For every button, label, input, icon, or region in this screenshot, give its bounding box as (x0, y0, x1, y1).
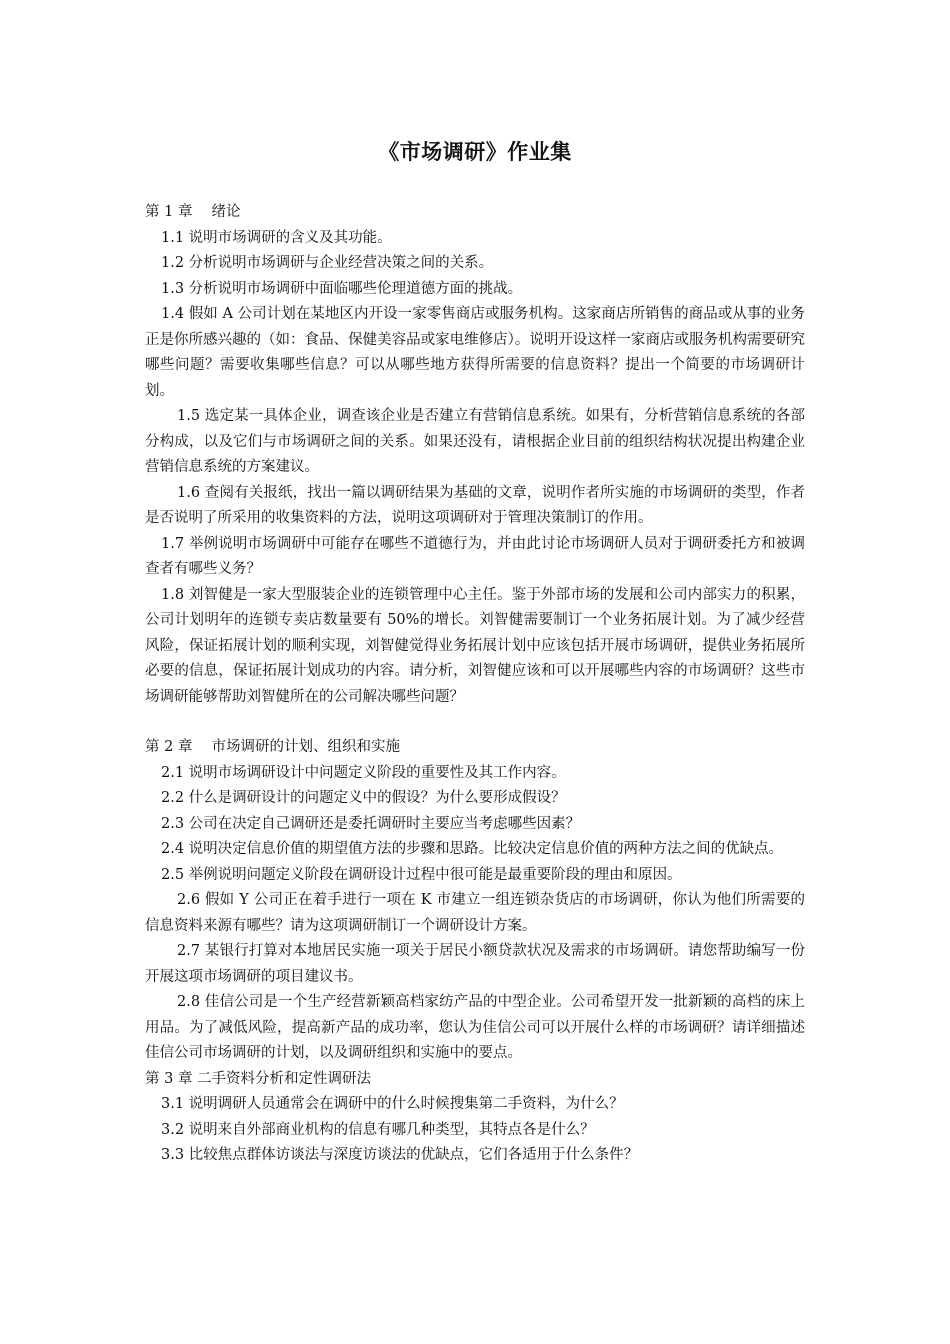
question-2-4: 2.4 说明决定信息价值的期望值方法的步骤和思路。比较决定信息价值的两种方法之间的优缺点。 (161, 841, 784, 857)
document-body (145, 200, 805, 1169)
question-2-2: 2.2 什么是调研设计的问题定义中的假设？为什么要形成假设？ (161, 790, 566, 806)
chapter-heading: 第 1 章 绪论 (145, 204, 241, 220)
question-1-7: 1.7 举例说明市场调研中可能存在哪些不道德行为，并由此讨论市场调研人员对于调研委托方和被调查者有哪些义务？ (145, 535, 805, 577)
chapter-heading: 第 3 章 二手资料分析和定性调研法 (145, 1070, 372, 1087)
question-1-1: 1.1 说明市场调研的含义及其功能。 (161, 229, 392, 246)
question-1-2: 1.2 分析说明市场调研与企业经营决策之间的关系。 (161, 255, 494, 271)
question-2-1: 2.1 说明市场调研设计中问题定义阶段的重要性及其工作内容。 (161, 764, 566, 781)
question-3-3: 3.3 比较焦点群体访谈法与深度访谈法的优缺点，它们各适用于什么条件？ (161, 1147, 639, 1163)
question-3-2: 3.2 说明来自外部商业机构的信息有哪几种类型，其特点各是什么？ (161, 1121, 595, 1138)
question-2-5: 2.5 举例说明问题定义阶段在调研设计过程中很可能是最重要阶段的理由和原因。 (161, 866, 682, 883)
question-1-4: 1.4 假如 A 公司计划在某地区内开设一家零售商店或服务机构。这家商店所销售的商品或从事的业务正是你所感兴趣的（如：食品、保健美容品或家电维修店）。说明开设这样一家商店或服务机构需要研究哪些问题？需要收集哪些信息？可以从哪些地方获得所需要的信息资料？提出一个简要的市场调研计划。 (145, 306, 805, 399)
document-title: 《市场调研》作业集 (378, 140, 572, 164)
chapter-heading: 第 2 章 市场调研的计划、组织和实施 (145, 739, 401, 755)
question-2-6: 2.6 假如 Y 公司正在着手进行一项在 K 市建立一组连锁杂货店的市场调研，你认为他们所需要的信息资料来源有哪些？请为这项调研制订一个调研设计方案。 (145, 892, 805, 934)
question-1-6: 1.6 查阅有关报纸，找出一篇以调研结果为基础的文章，说明作者所实施的市场调研的类型，作者是否说明了所采用的收集资料的方法，说明这项调研对于管理决策制订的作用。 (145, 484, 805, 526)
question-1-3: 1.3 分析说明市场调研中面临哪些伦理道德方面的挑战。 (161, 280, 523, 297)
question-1-5: 1.5 选定某一具体企业，调查该企业是否建立有营销信息系统。如果有，分析营销信息系统的各部分构成，以及它们与市场调研之间的关系。如果还没有，请根据企业目前的组织结构状况提出构建企业营销信息系统的方案建议。 (145, 408, 805, 475)
question-2-7: 2.7 某银行打算对本地居民实施一项关于居民小额贷款状况及需求的市场调研。请您帮助编写一份开展这项市场调研的项目建议书。 (145, 943, 805, 985)
question-2-8: 2.8 佳信公司是一个生产经营新颖高档家纺产品的中型企业。公司希望开发一批新颖的高档的床上用品。为了减低风险，提高新产品的成功率，您认为佳信公司可以开展什么样的市场调研？请详细描述佳信公司市场调研的计划，以及调研组织和实施中的要点。 (145, 994, 805, 1061)
question-2-3: 2.3 公司在决定自己调研还是委托调研时主要应当考虑哪些因素？ (161, 815, 581, 832)
question-3-1: 3.1 说明调研人员通常会在调研中的什么时候搜集第二手资料，为什么？ (161, 1096, 624, 1112)
question-1-8: 1.8 刘智健是一家大型服装企业的连锁管理中心主任。鉴于外部市场的发展和公司内部实力的积累，公司计划明年的连锁专卖店数量要有 50%的增长。刘智健需要制订一个业务拓展计划。为了减少经营风险，保证拓展计划的顺利实现，刘智健觉得业务拓展计划中应该包括开展市场调研，提供业务拓展所必要的信息，保证拓展计划成功的内容。请分析，刘智健应该和可以开展哪些内容的市场调研？这些市场调研能够帮助刘智健所在的公司解决哪些问题？ (145, 586, 805, 705)
